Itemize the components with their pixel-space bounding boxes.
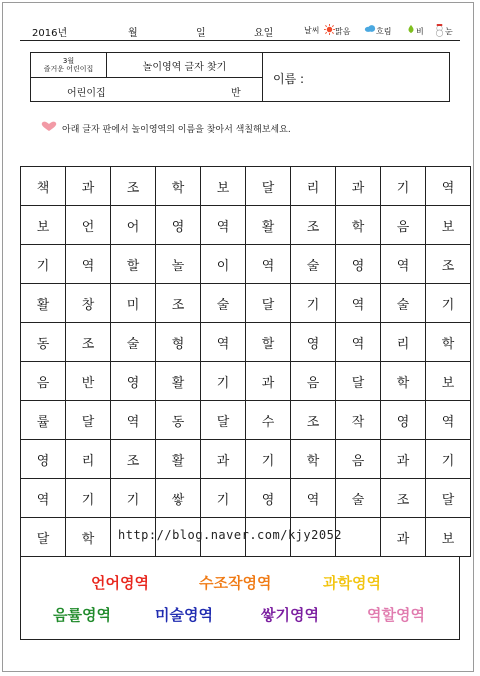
grid-cell[interactable]: 술 <box>336 479 381 518</box>
grid-cell[interactable]: 률 <box>21 401 66 440</box>
grid-cell[interactable]: 영 <box>246 479 291 518</box>
grid-cell[interactable]: 달 <box>21 518 66 557</box>
weather-rain <box>406 24 424 36</box>
grid-cell[interactable]: 창 <box>66 284 111 323</box>
grid-cell[interactable]: 영 <box>156 206 201 245</box>
grid-cell[interactable]: 조 <box>381 479 426 518</box>
grid-cell[interactable]: 역 <box>381 245 426 284</box>
grid-cell[interactable]: 반 <box>66 362 111 401</box>
grid-row <box>21 479 471 518</box>
grid-row <box>21 206 471 245</box>
legend-blocks: 쌓기영역 <box>261 606 319 624</box>
grid-cell[interactable]: 학 <box>291 440 336 479</box>
grid-row <box>21 362 471 401</box>
class-theme: 즐거운 어린이집 <box>43 65 94 73</box>
grid-cell[interactable]: 학 <box>336 206 381 245</box>
grid-cell[interactable]: 놀 <box>156 245 201 284</box>
grid-cell[interactable]: 보 <box>201 167 246 206</box>
grid-cell[interactable]: 기 <box>201 362 246 401</box>
grid-cell[interactable]: 과 <box>246 362 291 401</box>
name-area <box>263 53 449 101</box>
legend-language: 언어영역 <box>91 574 149 592</box>
grid-cell[interactable]: 수 <box>246 401 291 440</box>
grid-cell[interactable]: 활 <box>156 440 201 479</box>
grid-row <box>21 440 471 479</box>
header-box <box>30 52 450 102</box>
date-underline <box>20 40 460 41</box>
grid-cell[interactable]: 할 <box>111 245 156 284</box>
snowman-icon <box>434 24 445 37</box>
instruction-text: 아래 글자 판에서 놀이영역의 이름을 찾아서 색칠해보세요. <box>62 125 291 135</box>
weekday-label: 요일 <box>254 28 274 39</box>
legend-art: 미술영역 <box>155 606 213 624</box>
grid-cell[interactable]: 기 <box>66 479 111 518</box>
day-label: 일 <box>196 28 206 39</box>
grid-cell[interactable]: 보 <box>426 206 471 245</box>
grid-cell[interactable]: 역 <box>336 323 381 362</box>
year-label: 2016년 <box>32 28 68 39</box>
grid-cell[interactable]: 조 <box>111 440 156 479</box>
grid-cell[interactable]: 책 <box>21 167 66 206</box>
grid-cell[interactable]: 음 <box>336 440 381 479</box>
grid-cell[interactable]: 언 <box>66 206 111 245</box>
grid-cell[interactable]: 역 <box>291 479 336 518</box>
weather-rain-label: 비 <box>416 27 424 36</box>
grid-cell[interactable]: 술 <box>381 284 426 323</box>
grid-cell[interactable]: 보 <box>21 206 66 245</box>
center-class-cell <box>31 78 263 102</box>
grid-cell[interactable]: 기 <box>291 284 336 323</box>
grid-cell[interactable]: 조 <box>66 323 111 362</box>
class-month: 3월 <box>62 57 75 65</box>
grid-cell[interactable]: 달 <box>246 284 291 323</box>
grid-cell[interactable]: 동 <box>21 323 66 362</box>
grid-cell[interactable]: 영 <box>291 323 336 362</box>
grid-cell[interactable]: 동 <box>156 401 201 440</box>
grid-cell[interactable]: 과 <box>201 440 246 479</box>
grid-cell[interactable]: 학 <box>156 167 201 206</box>
grid-cell[interactable]: 활 <box>156 362 201 401</box>
grid-cell[interactable]: 영 <box>381 401 426 440</box>
grid-cell[interactable]: 작 <box>336 401 381 440</box>
grid-cell[interactable]: 할 <box>246 323 291 362</box>
class-cell <box>31 53 107 78</box>
grid-cell[interactable]: 기 <box>201 479 246 518</box>
grid-cell[interactable]: 달 <box>426 479 471 518</box>
weather-cloudy-label: 흐림 <box>376 27 392 36</box>
grid-cell[interactable]: 기 <box>381 167 426 206</box>
grid-cell[interactable]: 활 <box>21 284 66 323</box>
rain-icon <box>406 24 416 34</box>
word-search-grid <box>20 166 471 557</box>
grid-cell[interactable]: 역 <box>21 479 66 518</box>
grid-cell[interactable]: 기 <box>21 245 66 284</box>
weather-snow <box>434 24 453 37</box>
grid-cell[interactable]: 조 <box>426 245 471 284</box>
grid-cell[interactable]: 달 <box>66 401 111 440</box>
grid-cell[interactable]: 보 <box>426 362 471 401</box>
watermark-url: http://blog.naver.com/kjy2052 <box>118 528 343 542</box>
grid-cell[interactable]: 달 <box>336 362 381 401</box>
grid-cell[interactable]: 과 <box>381 518 426 557</box>
grid-cell[interactable]: 역 <box>426 401 471 440</box>
weather-snow-label: 눈 <box>445 27 453 36</box>
grid-cell[interactable]: 조 <box>291 206 336 245</box>
grid-cell[interactable]: 술 <box>111 323 156 362</box>
grid-cell[interactable]: 학 <box>66 518 111 557</box>
heart-icon <box>40 120 58 132</box>
grid-cell[interactable]: 형 <box>156 323 201 362</box>
grid-cell[interactable]: 역 <box>66 245 111 284</box>
grid-cell[interactable]: 술 <box>201 284 246 323</box>
grid-cell[interactable]: 음 <box>21 362 66 401</box>
grid-row <box>21 167 471 206</box>
grid-cell[interactable]: 영 <box>111 362 156 401</box>
grid-cell[interactable]: 달 <box>201 401 246 440</box>
grid-cell[interactable]: 과 <box>336 167 381 206</box>
grid-cell[interactable]: 역 <box>246 245 291 284</box>
grid-cell[interactable]: 술 <box>291 245 336 284</box>
class-label: 반 <box>231 88 241 99</box>
grid-cell[interactable]: 기 <box>246 440 291 479</box>
sun-icon <box>324 24 335 35</box>
grid-cell[interactable]: 영 <box>21 440 66 479</box>
grid-row <box>21 323 471 362</box>
grid-row <box>21 245 471 284</box>
grid-cell[interactable]: 리 <box>291 167 336 206</box>
worksheet-title: 놀이영역 글자 찾기 <box>107 53 263 78</box>
legend-music: 음률영역 <box>53 606 111 624</box>
grid-cell[interactable] <box>336 518 381 557</box>
legend-roleplay: 역할영역 <box>367 606 425 624</box>
legend-manipulative: 수조작영역 <box>199 574 272 592</box>
grid-cell[interactable]: 역 <box>111 401 156 440</box>
weather-cloudy <box>364 24 392 36</box>
grid-cell[interactable]: 리 <box>66 440 111 479</box>
grid-cell[interactable]: 보 <box>426 518 471 557</box>
grid-cell[interactable]: 이 <box>201 245 246 284</box>
grid-cell[interactable]: 과 <box>66 167 111 206</box>
name-label: 이름 : <box>273 72 305 86</box>
cloud-icon <box>364 24 376 33</box>
date-line <box>20 22 460 40</box>
center-label: 어린이집 <box>67 88 106 99</box>
weather-sunny-label: 맑음 <box>335 27 351 36</box>
grid-cell[interactable]: 조 <box>111 167 156 206</box>
month-label: 월 <box>128 28 138 39</box>
grid-row <box>21 401 471 440</box>
grid-cell[interactable]: 음 <box>291 362 336 401</box>
grid-cell[interactable]: 조 <box>291 401 336 440</box>
grid-cell[interactable]: 활 <box>246 206 291 245</box>
grid-cell[interactable]: 쌓 <box>156 479 201 518</box>
grid-cell[interactable]: 학 <box>426 323 471 362</box>
grid-cell[interactable]: 역 <box>201 323 246 362</box>
grid-cell[interactable]: 기 <box>426 284 471 323</box>
grid-cell[interactable]: 어 <box>111 206 156 245</box>
grid-row <box>21 284 471 323</box>
grid-cell[interactable]: 역 <box>336 284 381 323</box>
grid-cell[interactable]: 역 <box>426 167 471 206</box>
grid-cell[interactable]: 기 <box>111 479 156 518</box>
grid-cell[interactable]: 미 <box>111 284 156 323</box>
grid-cell[interactable]: 과 <box>381 440 426 479</box>
grid-cell[interactable]: 조 <box>156 284 201 323</box>
grid-cell[interactable]: 리 <box>381 323 426 362</box>
weather-sunny <box>324 24 351 36</box>
legend-science: 과학영역 <box>323 574 381 592</box>
grid-cell[interactable]: 학 <box>381 362 426 401</box>
grid-cell[interactable]: 기 <box>426 440 471 479</box>
legend-box <box>20 556 460 640</box>
grid-cell[interactable]: 음 <box>381 206 426 245</box>
grid-cell[interactable]: 영 <box>336 245 381 284</box>
weather-label: 날씨 <box>304 26 320 35</box>
grid-cell[interactable]: 역 <box>201 206 246 245</box>
grid-cell[interactable]: 달 <box>246 167 291 206</box>
